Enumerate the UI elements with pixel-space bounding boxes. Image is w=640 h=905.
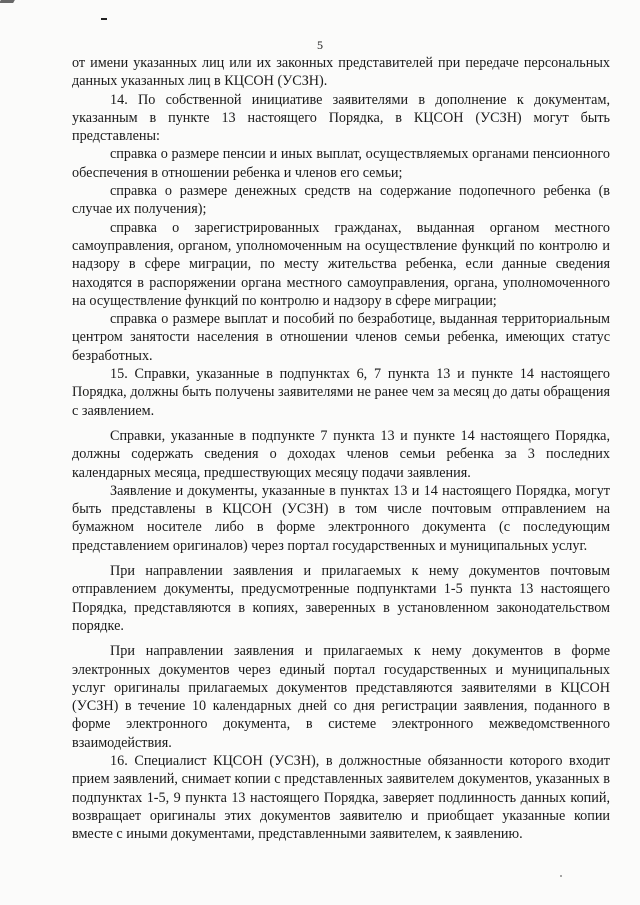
paragraph-postal-submission: При направлении заявления и прилагаемых к нему документов почтовым отправлением документы, предусмотренные подпунктами 1-5 пункта 13 настоящего Порядка, представляются в копиях, заверенных в установленном законодательством порядке. [72, 563, 610, 634]
page-number: 5 [317, 38, 323, 52]
scan-speck [560, 875, 562, 877]
paragraph-submission-methods: Заявление и документы, указанные в пунктах 13 и 14 настоящего Порядка, могут быть представлены в КЦСОН (УСЗН) в том числе почтовым отправлением на бумажном носителе либо в форме электронного документа (с последующим представлением оригиналов) через портал государственных и муниципальных услуг. [72, 482, 610, 554]
paragraph-unemployment-certificate: справка о размере выплат и пособий по безработице, выданная территориальным центром занятости населения в отношении членов семьи ребенка, имеющих статус безработных. [72, 311, 610, 364]
paragraph-pension-certificate: справка о размере пенсии и иных выплат, осуществляемых органами пенсионного обеспечения в отношении ребенка и членов его семьи; [72, 146, 610, 181]
paragraph-item-14: 14. По собственной инициативе заявителями в дополнение к документам, указанным в пункте 13 настоящего Порядка, в КЦСОН (УСЗН) могут быть представлены: [72, 91, 610, 145]
scan-dash-mark [101, 18, 107, 20]
paragraph-item-16: 16. Специалист КЦСОН (УСЗН), в должностные обязанности которого входит прием заявлений, снимает копии с представленных заявителем документов, указанных в подпунктах 1-5, 9 пункта 13 настоящего Порядка, заверяет подлинность данных копий, возвращает оригиналы этих документов заявителю и приобщает указанные копии вместе с иными документами, представленными заявителем, к заявлению. [72, 752, 610, 843]
paragraph-item-15: 15. Справки, указанные в подпунктах 6, 7 пункта 13 и пункте 14 настоящего Порядка, должны быть получены заявителями не ранее чем за месяц до даты обращения с заявлением. [72, 366, 610, 419]
paragraph-income-certificates: Справки, указанные в подпункте 7 пункта 13 и пункте 14 настоящего Порядка, должны содержать сведения о доходах членов семьи ребенка за 3 последних календарных месяца, предшествующих месяцу подачи заявления. [72, 427, 610, 481]
paragraph-registration-certificate: справка о зарегистрированных гражданах, выданная органом местного самоуправления, органом, уполномоченным на осуществление функций по контролю и надзору в сфере миграции, по месту жительства ребенка, если данные сведения находятся в распоряжении органа местного самоуправления, органа, уполномоченного на осуществление функций по контролю и надзору в сфере миграции; [72, 219, 610, 309]
body-text [72, 54, 610, 843]
paragraph-continuation: от имени указанных лиц или их законных представителей при передаче персональных данных указанных лиц в КЦСОН (УСЗН). [72, 55, 610, 90]
paragraph-electronic-submission: При направлении заявления и прилагаемых к нему документов в форме электронных документов через единый портал государственных и муниципальных услуг оригиналы прилагаемых документов представляются заявителями в КЦСОН (УСЗН) в течение 10 календарных дней со дня регистрации заявления, поданного в форме электронного документа, в системе электронного межведомственного взаимодействия. [72, 643, 610, 751]
paragraph-guardianship-certificate: справка о размере денежных средств на содержание подопечного ребенка (в случае их получения); [72, 183, 610, 218]
scan-corner-mark [0, 0, 15, 3]
